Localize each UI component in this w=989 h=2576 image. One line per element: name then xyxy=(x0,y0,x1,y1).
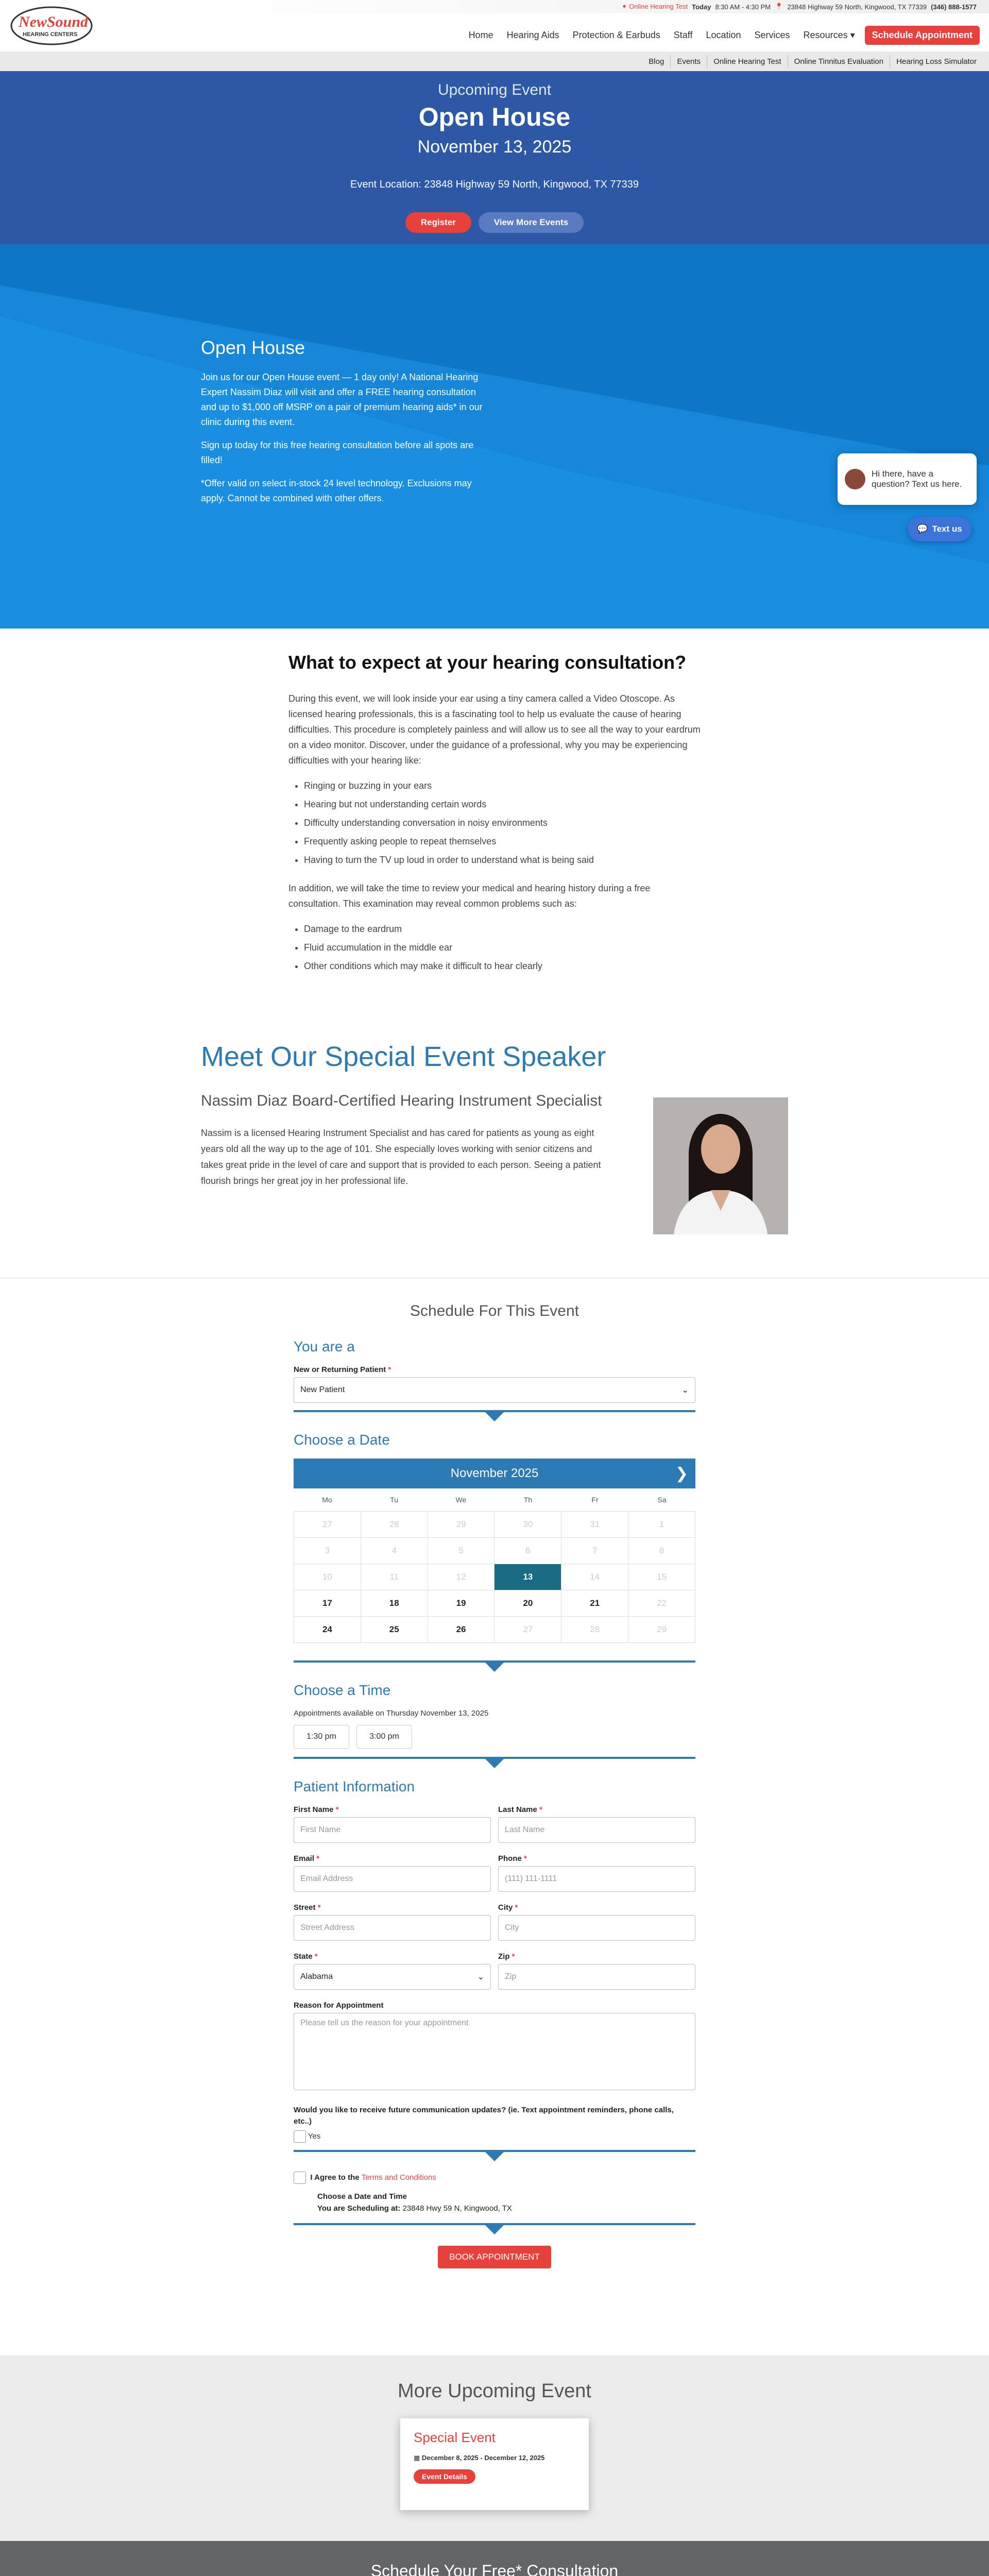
intro-paragraph: Join us for our Open House event — 1 day only! A National Hearing Expert Nassim Diaz will visit and offer a FREE hearing consultation and up to $1,000 off MSRP on a pair of premium hearing aids* in our clinic during this event. xyxy=(201,372,483,427)
terms-checkbox[interactable] xyxy=(294,2172,306,2184)
expect-paragraph: In addition, we will take the time to review your medical and hearing history during a free consultation. This examination may reveal common problems such as: xyxy=(288,883,651,909)
last-name-label: Last Name * xyxy=(498,1805,542,1814)
city-field[interactable]: City xyxy=(498,1915,695,1941)
location-pin-icon: 📍 xyxy=(775,3,783,10)
first-name-label-text: First Name xyxy=(294,1805,334,1814)
nav-staff[interactable]: Staff xyxy=(673,30,693,40)
updates-option xyxy=(294,2130,695,2143)
calendar-day[interactable]: 18 xyxy=(361,1590,428,1617)
speaker-section xyxy=(201,1041,788,1189)
updates-yes-label: Yes xyxy=(308,2131,321,2141)
time-slot-button[interactable]: 1:30 pm xyxy=(294,1725,349,1749)
zip-field[interactable]: Zip xyxy=(498,1964,695,1990)
next-month-icon[interactable]: ❯ xyxy=(675,1465,688,1482)
nav-location[interactable]: Location xyxy=(706,30,741,40)
nav-home[interactable]: Home xyxy=(468,30,493,40)
step-divider xyxy=(294,1410,695,1426)
schedule-appointment-button[interactable]: Schedule Appointment xyxy=(865,26,980,45)
city-label-text: City xyxy=(498,1903,513,1912)
intro-content xyxy=(201,337,489,514)
cta-title: Schedule Your Free* Consultation xyxy=(370,2562,619,2576)
calendar-day: 12 xyxy=(428,1564,495,1590)
phone-label-text: Phone xyxy=(498,1854,522,1863)
calendar-day: 27 xyxy=(494,1617,561,1643)
summary-location-label: You are Scheduling at: xyxy=(317,2204,401,2213)
calendar-day: 28 xyxy=(561,1617,628,1643)
nav-hearing-aids[interactable]: Hearing Aids xyxy=(506,30,559,40)
street-label: Street * xyxy=(294,1903,321,1912)
weekday-label: We xyxy=(455,1496,467,1504)
chevron-down-icon: ▾ xyxy=(850,30,855,40)
calendar-day: 28 xyxy=(361,1512,428,1538)
subnav-events[interactable]: Events xyxy=(670,55,707,68)
calendar-day: 6 xyxy=(494,1538,561,1564)
calendar-day: 14 xyxy=(561,1564,628,1590)
last-name-label-text: Last Name xyxy=(498,1805,537,1814)
agent-avatar xyxy=(845,469,865,489)
calendar-day: 4 xyxy=(361,1538,428,1564)
book-wrapper xyxy=(294,2246,695,2268)
time-slot-button[interactable]: 3:00 pm xyxy=(356,1725,412,1749)
list-item: • Hearing but not understanding certain words xyxy=(304,795,701,814)
schedule-summary-location xyxy=(294,2204,695,2213)
zip-label-text: Zip xyxy=(498,1952,510,1961)
today-label: Today xyxy=(692,3,711,11)
patient-type-label-text: New or Returning Patient xyxy=(294,1365,386,1374)
hearing-test-link-label: Online Hearing Test xyxy=(629,3,688,10)
speaker-photo xyxy=(653,1097,788,1234)
email-label-text: Email xyxy=(294,1854,315,1863)
calendar-day[interactable]: 24 xyxy=(294,1617,361,1643)
hearing-test-link[interactable]: ✦ Online Hearing Test xyxy=(621,3,688,10)
list-item: • Frequently asking people to repeat themselves xyxy=(304,832,701,851)
calendar-day: 1 xyxy=(628,1512,695,1538)
logo-graphic xyxy=(9,2,94,48)
step-divider xyxy=(294,2150,695,2165)
subnav-online-hearing-test[interactable]: Online Hearing Test xyxy=(707,55,787,68)
calendar-day: 30 xyxy=(494,1512,561,1538)
calendar-day[interactable]: 26 xyxy=(428,1617,495,1643)
choose-date-heading: Choose a Date xyxy=(294,1432,390,1448)
speaker-name: Nassim Diaz Board-Certified Hearing Instrument Specialist xyxy=(201,1092,602,1109)
subnav-hearing-loss-simulator[interactable]: Hearing Loss Simulator xyxy=(890,55,983,68)
nav-services[interactable]: Services xyxy=(754,30,790,40)
calendar-day: 7 xyxy=(561,1538,628,1564)
event-card-title: Special Event xyxy=(414,2430,496,2445)
calendar-day: 27 xyxy=(294,1512,361,1538)
street-label-text: Street xyxy=(294,1903,316,1912)
calendar-month: November 2025 xyxy=(450,1466,539,1480)
calendar-day: 10 xyxy=(294,1564,361,1590)
patient-type-value: New Patient xyxy=(300,1385,345,1394)
calendar-day: 3 xyxy=(294,1538,361,1564)
register-button[interactable]: Register xyxy=(405,212,471,233)
event-card-date xyxy=(414,2454,575,2462)
calendar-day: 31 xyxy=(561,1512,628,1538)
phone-label: Phone * xyxy=(498,1854,527,1863)
event-card-date-text: December 8, 2025 - December 12, 2025 xyxy=(421,2454,545,2462)
step-divider xyxy=(294,1757,695,1772)
hero-eyebrow: Upcoming Event xyxy=(437,81,552,98)
email-label: Email * xyxy=(294,1854,320,1863)
phone-field[interactable]: (111) 111-1111 xyxy=(498,1866,695,1892)
expect-title: What to expect at your hearing consultation? xyxy=(288,652,687,673)
intro-disclaimer: *Offer valid on select in-stock 24 level technology. Exclusions may apply. Cannot be combined with other offers. xyxy=(201,478,472,503)
topbar-address[interactable]: 23848 Highway 59 North, Kingwood, TX 77339 xyxy=(787,3,927,11)
nav-resources-label: Resources xyxy=(803,30,848,40)
calendar-day[interactable]: 20 xyxy=(494,1590,561,1617)
calendar-day: 15 xyxy=(628,1564,695,1590)
list-item: • Difficulty understanding conversation in noisy environments xyxy=(304,814,701,832)
patient-type-select[interactable] xyxy=(294,1377,695,1403)
calendar-day[interactable]: 21 xyxy=(561,1590,628,1617)
calendar-grid xyxy=(294,1511,695,1643)
first-name-label: First Name * xyxy=(294,1805,339,1814)
terms-agreement xyxy=(294,2172,695,2184)
topbar-phone[interactable]: (346) 888-1577 xyxy=(931,3,977,11)
intro-title: Open House xyxy=(201,337,305,358)
svg-text:HEARING CENTERS: HEARING CENTERS xyxy=(23,31,78,38)
choose-time-heading: Choose a Time xyxy=(294,1682,391,1698)
you-are-heading: You are a xyxy=(294,1338,355,1354)
chevron-down-icon: ⌄ xyxy=(681,1386,689,1395)
chevron-down-icon: ⌄ xyxy=(477,1973,484,1981)
terms-link[interactable]: Terms and Conditions xyxy=(361,2173,436,2182)
list-item: • Having to turn the TV up loud in order to understand what is being said xyxy=(304,851,701,869)
summary-location-value: 23848 Hwy 59 N, Kingwood, TX xyxy=(402,2204,512,2213)
svg-text:NewSound: NewSound xyxy=(19,13,89,30)
weekday-label: Sa xyxy=(657,1496,667,1504)
list-item: • Ringing or buzzing in your ears xyxy=(304,776,701,795)
appointment-availability: Appointments available on Thursday November 13, 2025 xyxy=(294,1709,489,1718)
speaker-bio: Nassim is a licensed Hearing Instrument Specialist and has cared for patients as young as eight years old all the way up to the age of 101. She especially loves working with senior citizens and takes great pride in the level of care and support that is provided to each person. Seeing a patient flourish brings her great joy in her professional life. xyxy=(201,1128,601,1186)
patient-info-heading: Patient Information xyxy=(294,1778,415,1794)
hero-title: Open House xyxy=(418,103,571,131)
updates-checkbox[interactable] xyxy=(294,2130,306,2143)
calendar-header xyxy=(294,1459,695,1488)
time-slots xyxy=(294,1725,695,1749)
calendar-day-selected[interactable]: 13 xyxy=(494,1564,561,1590)
consultation-cta xyxy=(0,2541,989,2576)
chat-bubble[interactable] xyxy=(838,453,977,505)
weekday-label: Tu xyxy=(390,1496,398,1504)
schedule-title: Schedule For This Event xyxy=(410,1302,579,1319)
consultation-expectations xyxy=(288,652,701,987)
weekday-row xyxy=(294,1488,695,1511)
step-divider xyxy=(294,2223,695,2239)
calendar-day: 5 xyxy=(428,1538,495,1564)
book-appointment-button[interactable]: BOOK APPOINTMENT xyxy=(438,2246,551,2268)
calendar-day: 22 xyxy=(628,1590,695,1617)
patient-type-label: New or Returning Patient * xyxy=(294,1365,391,1374)
terms-prefix: I Agree to the xyxy=(310,2173,360,2182)
event-hero xyxy=(0,71,989,244)
event-card xyxy=(400,2418,589,2510)
calendar-day: 29 xyxy=(428,1512,495,1538)
first-name-field[interactable]: First Name xyxy=(294,1817,491,1843)
calendar-day: 8 xyxy=(628,1538,695,1564)
intro-paragraph: Sign up today for this free hearing consultation before all spots are filled! xyxy=(201,440,474,465)
updates-question: Would you like to receive future communication updates? (ie. Text appointment reminders, phone calls, etc..) xyxy=(294,2106,674,2126)
hero-buttons xyxy=(0,212,989,233)
nav-resources[interactable] xyxy=(797,27,862,44)
calendar-day[interactable]: 25 xyxy=(361,1617,428,1643)
view-more-events-button[interactable]: View More Events xyxy=(479,212,584,233)
main-nav xyxy=(462,26,980,45)
intro-section xyxy=(0,244,989,629)
site-logo[interactable] xyxy=(9,2,94,48)
calendar-day[interactable]: 19 xyxy=(428,1590,495,1617)
street-field[interactable]: Street Address xyxy=(294,1915,491,1941)
subnav-tinnitus-evaluation[interactable]: Online Tinnitus Evaluation xyxy=(788,55,890,68)
weekday-label: Th xyxy=(523,1496,533,1504)
step-divider xyxy=(294,1660,695,1676)
calendar-day: 11 xyxy=(361,1564,428,1590)
chat-icon: 💬 xyxy=(917,524,928,534)
site-header xyxy=(0,0,989,52)
reason-label: Reason for Appointment xyxy=(294,2001,384,2010)
hero-date: November 13, 2025 xyxy=(417,137,572,157)
state-select[interactable] xyxy=(294,1964,491,1990)
schedule-summary-date: Choose a Date and Time xyxy=(317,2192,407,2201)
calendar-icon: ▦ xyxy=(414,2454,420,2462)
top-utility-bar xyxy=(0,0,989,13)
today-hours: 8:30 AM - 4:30 PM xyxy=(715,3,771,11)
zip-label: Zip * xyxy=(498,1952,515,1961)
text-us-label: Text us xyxy=(932,524,962,534)
reason-textarea[interactable]: Please tell us the reason for your appointment xyxy=(294,2013,695,2090)
diagonal-background xyxy=(0,244,989,629)
state-value: Alabama xyxy=(300,1972,333,1981)
hero-location: Event Location: 23848 Highway 59 North, Kingwood, TX 77339 xyxy=(350,179,639,190)
subnav-blog[interactable]: Blog xyxy=(649,57,664,66)
email-field[interactable]: Email Address xyxy=(294,1866,491,1892)
event-details-button[interactable]: Event Details xyxy=(414,2469,475,2484)
more-events-section xyxy=(0,2355,989,2541)
schedule-form xyxy=(294,1302,695,2268)
speaker-heading: Meet Our Special Event Speaker xyxy=(201,1041,606,1072)
list-item: • Fluid accumulation in the middle ear xyxy=(304,938,701,957)
state-label: State * xyxy=(294,1952,318,1961)
calendar-day: 29 xyxy=(628,1617,695,1643)
problems-list xyxy=(288,920,701,975)
city-label: City * xyxy=(498,1903,518,1912)
weekday-label: Fr xyxy=(591,1496,599,1504)
state-label-text: State xyxy=(294,1952,313,1961)
expect-paragraph: During this event, we will look inside your ear using a tiny camera called a Video Otoscope. As licensed hearing professionals, this is a fascinating tool to help us evaluate the cause of hearing difficulties. This procedure is completely painless and will allow us to see all the way to your eardrum on a video monitor. Discover, under the guidance of a professional, why you may be experiencing difficulties with your hearing like: xyxy=(288,693,701,766)
symptoms-list xyxy=(288,776,701,869)
more-events-title: More Upcoming Event xyxy=(398,2380,591,2402)
nav-protection[interactable]: Protection & Earbuds xyxy=(572,30,660,40)
last-name-field[interactable]: Last Name xyxy=(498,1817,695,1843)
weekday-label: Mo xyxy=(322,1496,332,1504)
sub-nav xyxy=(0,52,989,71)
calendar-day[interactable]: 17 xyxy=(294,1590,361,1617)
chat-prompt: Hi there, have a question? Text us here. xyxy=(872,469,962,489)
list-item: • Damage to the eardrum xyxy=(304,920,701,938)
list-item: • Other conditions which may make it difficult to hear clearly xyxy=(304,957,701,975)
text-us-button[interactable] xyxy=(908,517,971,541)
